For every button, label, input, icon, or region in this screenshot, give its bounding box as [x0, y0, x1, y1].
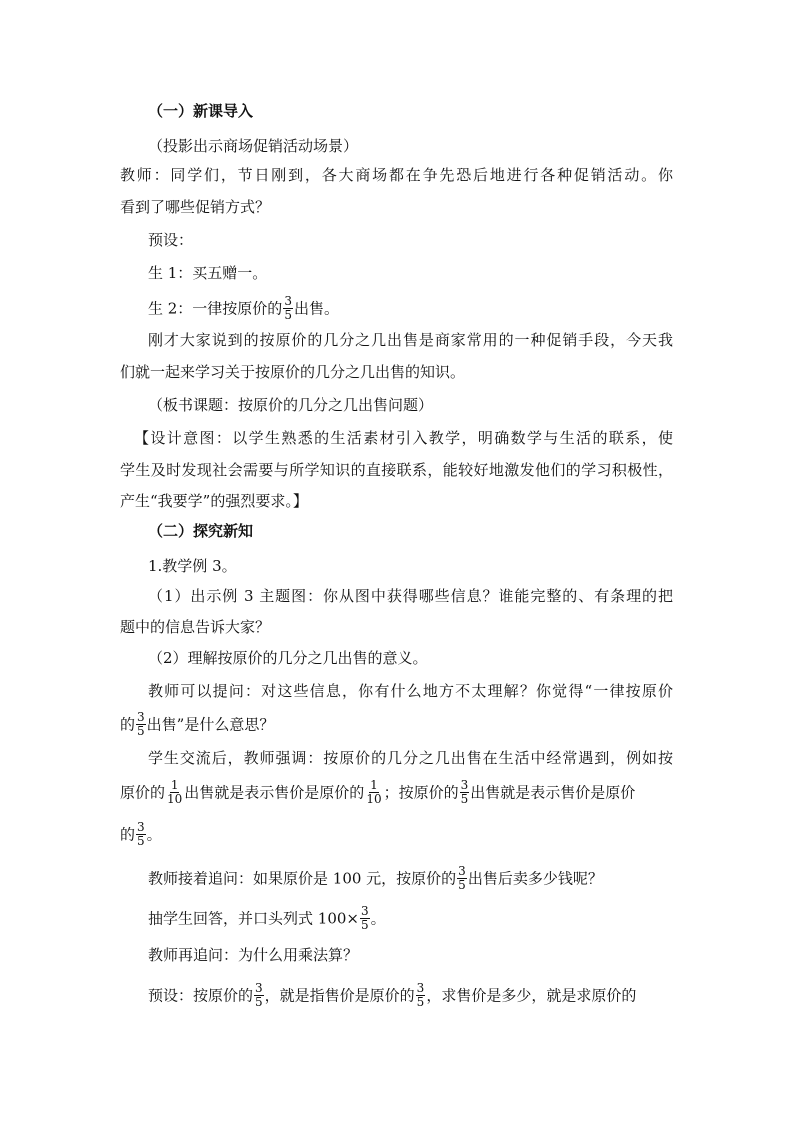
text-span: 教师接着追问：如果原价是 100 元，按原价的 — [148, 869, 457, 888]
fraction-numerator: 3 — [284, 294, 292, 308]
paragraph-line: 预设： — [148, 231, 194, 249]
fraction-three-fifths — [136, 711, 146, 738]
paragraph-line: 刚才大家说到的按原价的几分之几出售是商家常用的一种促销手段，今天我 — [148, 331, 673, 349]
fraction-three-fifths — [457, 865, 467, 892]
text-span: 出售。 — [293, 299, 339, 318]
paragraph-line — [120, 712, 274, 739]
paragraph-line: 生 1：买五赠一。 — [148, 264, 268, 282]
paragraph-line: 教师再追问：为什么用乘法算？ — [148, 946, 359, 964]
paragraph-line: 看到了哪些促销方式？ — [120, 198, 271, 216]
text-span: 生 2：一律按原价的 — [148, 299, 283, 318]
paragraph-line: 产生“我要学”的强烈要求。】 — [120, 492, 308, 510]
fraction-three-fifths — [360, 905, 370, 932]
text-span: 的 — [120, 715, 136, 734]
text-span: 出售就是表示售价是原价 — [470, 783, 636, 802]
fraction-denominator: 10 — [366, 792, 382, 806]
text-span: 预设：按原价的 — [148, 986, 254, 1005]
fraction-denominator: 5 — [137, 834, 145, 848]
paragraph-line: 们就一起来学习关于按原价的几分之几出售的知识。 — [120, 363, 466, 381]
fraction-three-fifths — [136, 821, 146, 848]
paragraph-line — [148, 983, 636, 1010]
fraction-denominator: 5 — [255, 995, 263, 1009]
fraction-denominator: 5 — [284, 308, 292, 322]
paragraph-line — [148, 866, 603, 893]
fraction-denominator: 5 — [458, 878, 466, 892]
paragraph-line: 1.教学例 3。 — [148, 557, 237, 575]
fraction-denominator: 5 — [360, 918, 369, 932]
section-heading-explore: （二）探究新知 — [148, 522, 254, 540]
paragraph-line — [120, 780, 635, 807]
fraction-numerator: 3 — [137, 710, 145, 724]
fraction-one-tenth — [365, 779, 382, 806]
section-heading-intro: （一）新课导入 — [148, 102, 254, 120]
paragraph-line: 题中的信息告诉大家？ — [120, 618, 271, 636]
text-span: 出售”是什么意思？ — [146, 715, 275, 734]
fraction-three-fifths — [283, 295, 293, 322]
fraction-numerator: 3 — [458, 864, 466, 878]
paragraph-line: 学生交流后，教师强调：按原价的几分之几出售在生活中经常遇到，例如按 — [148, 749, 673, 767]
paragraph-line: 学生及时发现社会需要与所学知识的直接联系，能较好地激发他们的学习积极性， — [120, 461, 673, 479]
text-span: 出售后卖多少钱呢？ — [467, 869, 603, 888]
paragraph-line: （1）出示例 3 主题图：你从图中获得哪些信息？谁能完整的、有条理的把 — [148, 587, 673, 605]
fraction-numerator: 3 — [460, 778, 469, 792]
fraction-three-fifths — [460, 779, 470, 806]
fraction-denominator: 10 — [167, 792, 183, 806]
fraction-numerator: 3 — [416, 981, 425, 995]
fraction-denominator: 5 — [416, 995, 425, 1009]
fraction-numerator: 3 — [360, 904, 369, 918]
fraction-numerator: 1 — [370, 778, 378, 792]
text-span: 。 — [146, 825, 162, 844]
text-span: 抽学生回答，并口头列式 100× — [148, 909, 359, 928]
fraction-three-fifths — [416, 982, 426, 1009]
fraction-numerator: 1 — [170, 778, 179, 792]
paragraph-line: （2）理解按原价的几分之几出售的意义。 — [148, 649, 428, 667]
paragraph-line: （板书课题：按原价的几分之几出售问题） — [148, 396, 434, 414]
paragraph-line: 教师可以提问：对这些信息，你有什么地方不太理解？你觉得“一律按原价 — [148, 682, 673, 700]
fraction-numerator: 3 — [255, 981, 263, 995]
fraction-three-fifths — [254, 982, 264, 1009]
text-span: ，就是指售价是原价的 — [264, 986, 415, 1005]
paragraph-line — [148, 296, 339, 323]
paragraph-line — [148, 906, 386, 933]
paragraph-line: 【设计意图：以学生熟悉的生活素材引入教学，明确数学与生活的联系，使 — [134, 429, 673, 447]
text-span: ；按原价的 — [383, 783, 459, 802]
fraction-numerator: 3 — [137, 820, 145, 834]
text-span: 的 — [120, 825, 136, 844]
text-span: 。 — [370, 909, 386, 928]
fraction-one-tenth — [166, 779, 183, 806]
fraction-denominator: 5 — [460, 792, 469, 806]
paragraph-line — [120, 822, 162, 849]
text-span: 出售就是表示售价是原价的 — [184, 783, 365, 802]
text-span: ，求售价是多少，就是求原价的 — [426, 986, 637, 1005]
text-span: 原价的 — [120, 783, 166, 802]
paragraph-line: （投影出示商场促销活动场景） — [148, 137, 359, 155]
fraction-denominator: 5 — [137, 724, 145, 738]
paragraph-line: 教师：同学们，节日刚到，各大商场都在争先恐后地进行各种促销活动。你 — [120, 166, 673, 184]
